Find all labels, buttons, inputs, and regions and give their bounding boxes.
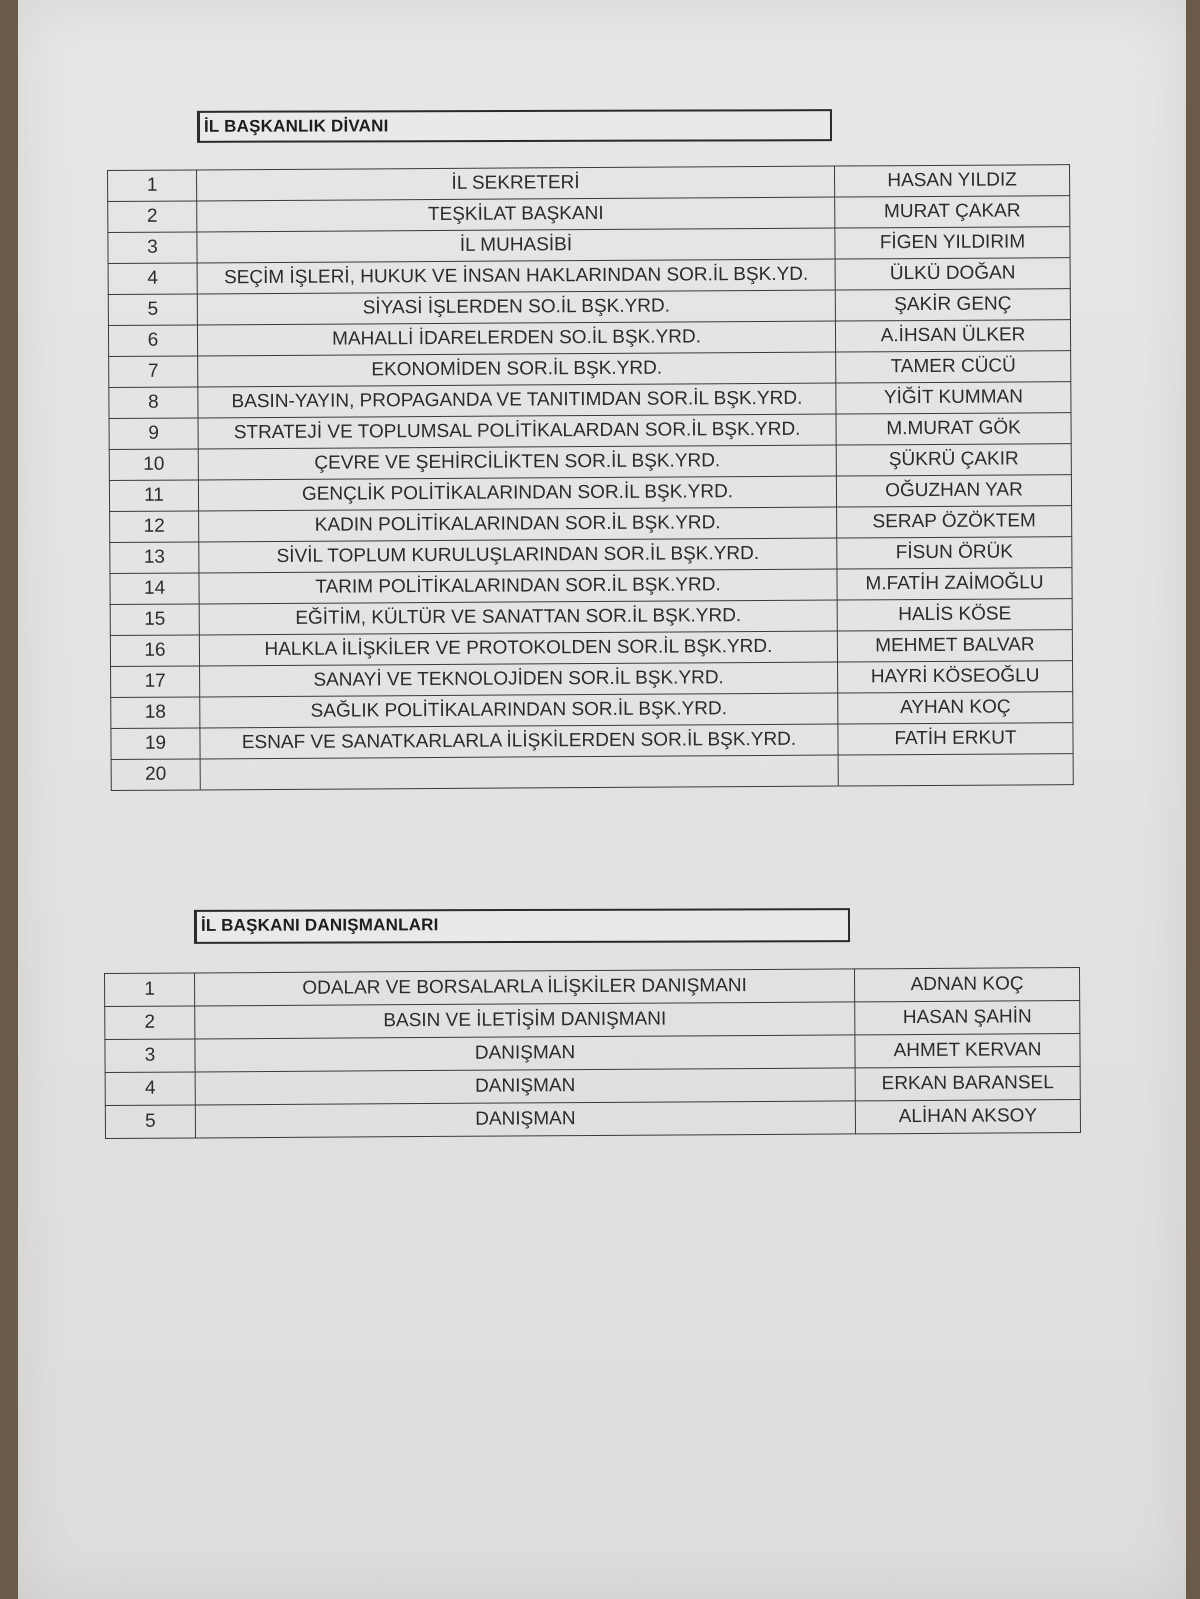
person-name: FİSUN ÖRÜK	[837, 537, 1072, 569]
position-title: ÇEVRE VE ŞEHİRCİLİKTEN SOR.İL BŞK.YRD.	[198, 445, 836, 480]
row-number: 16	[110, 635, 199, 667]
person-name: M.MURAT GÖK	[836, 413, 1071, 445]
table-row	[111, 754, 1073, 791]
row-number: 12	[110, 511, 199, 543]
position-title: HALKLA İLİŞKİLER VE PROTOKOLDEN SOR.İL BŞK.YRD.	[199, 631, 837, 666]
position-title	[200, 755, 838, 790]
person-name: ÜLKÜ DOĞAN	[835, 258, 1070, 290]
row-number: 7	[109, 356, 198, 388]
person-name: HALİS KÖSE	[837, 599, 1072, 631]
person-name: A.İHSAN ÜLKER	[835, 320, 1070, 352]
position-title: BASIN VE İLETİŞİM DANIŞMANI	[195, 1002, 855, 1039]
position-title: SEÇİM İŞLERİ, HUKUK VE İNSAN HAKLARINDAN SOR.İL BŞK.YD.	[197, 259, 835, 294]
position-title: ODALAR VE BORSALARLA İLİŞKİLER DANIŞMANI	[195, 969, 855, 1006]
row-number: 14	[110, 573, 199, 605]
person-name: ŞÜKRÜ ÇAKIR	[836, 444, 1071, 476]
section-title-divan: İL BAŞKANLIK DİVANI	[197, 109, 832, 143]
position-title: MAHALLİ İDARELERDEN SO.İL BŞK.YRD.	[197, 321, 835, 356]
position-title: SİYASİ İŞLERDEN SO.İL BŞK.YRD.	[197, 290, 835, 325]
person-name: AHMET KERVAN	[855, 1034, 1080, 1068]
person-name: HASAN YILDIZ	[834, 165, 1069, 197]
row-number: 2	[108, 201, 197, 233]
position-title: İL MUHASİBİ	[197, 228, 835, 263]
row-number: 6	[108, 325, 197, 357]
position-title: İL SEKRETERİ	[197, 166, 835, 201]
person-name: ADNAN KOÇ	[854, 968, 1079, 1002]
row-number: 4	[108, 263, 197, 295]
advisors-table	[104, 967, 1081, 1139]
row-number: 1	[108, 170, 197, 202]
row-number: 4	[105, 1072, 195, 1106]
row-number: 11	[109, 480, 198, 512]
position-title: SANAYİ VE TEKNOLOJİDEN SOR.İL BŞK.YRD.	[200, 662, 838, 697]
position-title: DANIŞMAN	[195, 1068, 855, 1105]
person-name: AYHAN KOÇ	[838, 692, 1073, 724]
position-title: BASIN-YAYIN, PROPAGANDA VE TANITIMDAN SOR.İL BŞK.YRD.	[198, 383, 836, 418]
row-number: 9	[109, 418, 198, 450]
divan-table	[107, 164, 1074, 791]
person-name: FATİH ERKUT	[838, 723, 1073, 755]
row-number: 8	[109, 387, 198, 419]
person-name: HASAN ŞAHİN	[855, 1001, 1080, 1035]
person-name: M.FATİH ZAİMOĞLU	[837, 568, 1072, 600]
row-number: 18	[111, 697, 200, 729]
person-name: ALİHAN AKSOY	[855, 1100, 1080, 1134]
position-title: KADIN POLİTİKALARINDAN SOR.İL BŞK.YRD.	[199, 507, 837, 542]
position-title: GENÇLİK POLİTİKALARINDAN SOR.İL BŞK.YRD.	[198, 476, 836, 511]
section-title-advisors: İL BAŞKANI DANIŞMANLARI	[194, 908, 850, 944]
position-title: STRATEJİ VE TOPLUMSAL POLİTİKALARDAN SOR.İL BŞK.YRD.	[198, 414, 836, 449]
table-row	[105, 1100, 1080, 1139]
position-title: SİVİL TOPLUM KURULUŞLARINDAN SOR.İL BŞK.YRD.	[199, 538, 837, 573]
row-number: 13	[110, 542, 199, 574]
row-number: 3	[108, 232, 197, 264]
position-title: TARIM POLİTİKALARINDAN SOR.İL BŞK.YRD.	[199, 569, 837, 604]
position-title: TEŞKİLAT BAŞKANI	[197, 197, 835, 232]
person-name	[838, 754, 1073, 786]
position-title: SAĞLIK POLİTİKALARINDAN SOR.İL BŞK.YRD.	[200, 693, 838, 728]
row-number: 1	[105, 973, 195, 1007]
person-name: ERKAN BARANSEL	[855, 1067, 1080, 1101]
person-name: FİGEN YILDIRIM	[835, 227, 1070, 259]
row-number: 19	[111, 728, 200, 760]
person-name: MEHMET BALVAR	[837, 630, 1072, 662]
person-name: TAMER CÜCÜ	[836, 351, 1071, 383]
row-number: 5	[108, 294, 197, 326]
row-number: 20	[111, 759, 200, 791]
person-name: YİĞİT KUMMAN	[836, 382, 1071, 414]
row-number: 2	[105, 1006, 195, 1040]
row-number: 17	[111, 666, 200, 698]
person-name: MURAT ÇAKAR	[835, 196, 1070, 228]
person-name: HAYRİ KÖSEOĞLU	[838, 661, 1073, 693]
position-title: EKONOMİDEN SOR.İL BŞK.YRD.	[198, 352, 836, 387]
row-number: 5	[105, 1105, 195, 1139]
person-name: ŞAKİR GENÇ	[835, 289, 1070, 321]
position-title: EĞİTİM, KÜLTÜR VE SANATTAN SOR.İL BŞK.YRD.	[199, 600, 837, 635]
position-title: DANIŞMAN	[195, 1101, 855, 1138]
position-title: DANIŞMAN	[195, 1035, 855, 1072]
person-name: SERAP ÖZÖKTEM	[837, 506, 1072, 538]
position-title: ESNAF VE SANATKARLARLA İLİŞKİLERDEN SOR.İL BŞK.YRD.	[200, 724, 838, 759]
person-name: OĞUZHAN YAR	[836, 475, 1071, 507]
row-number: 3	[105, 1039, 195, 1073]
row-number: 15	[110, 604, 199, 636]
row-number: 10	[109, 449, 198, 481]
